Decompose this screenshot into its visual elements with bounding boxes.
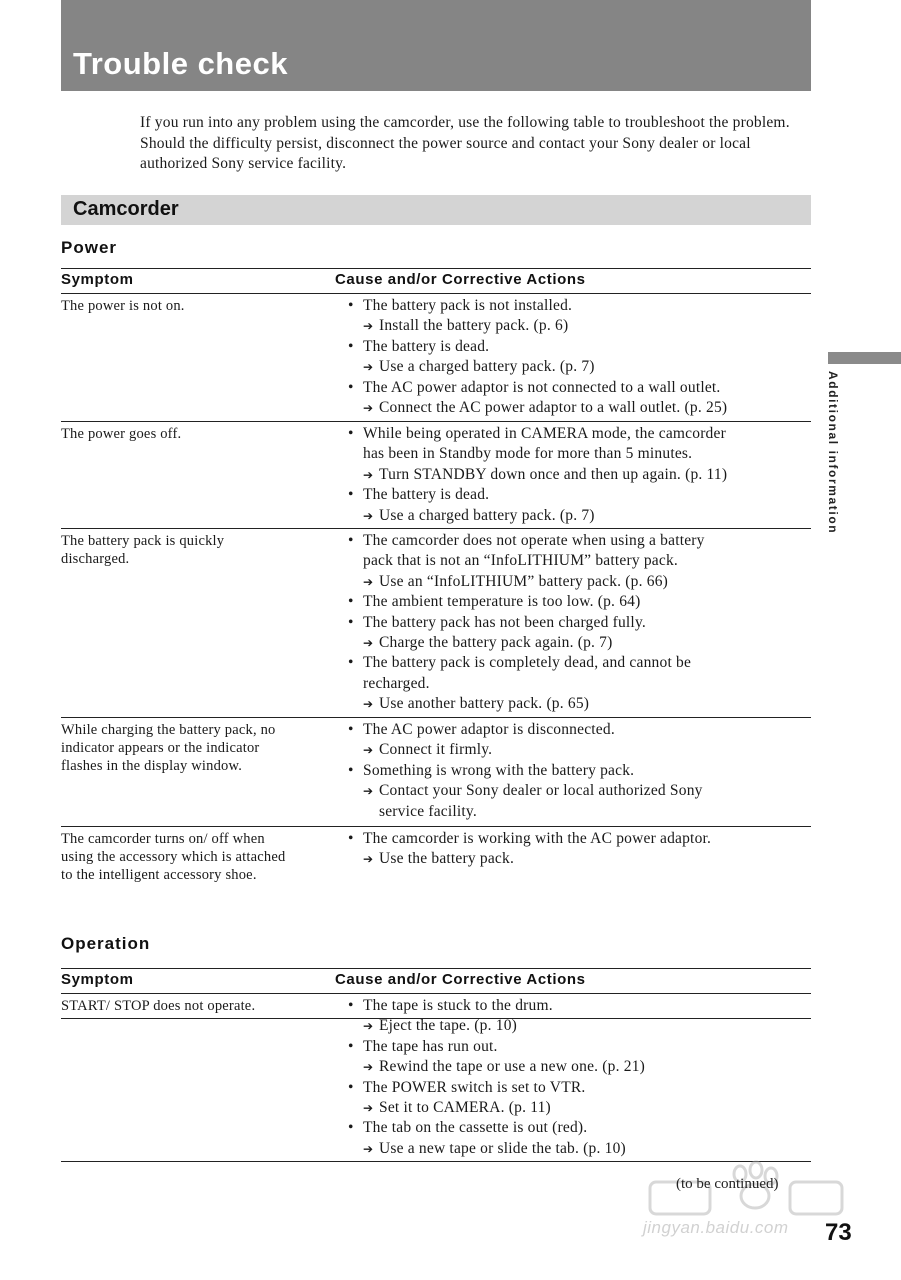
cause-cell (346, 720, 811, 822)
table-row (61, 718, 811, 827)
line-text: The tape is stuck to the drum. (363, 997, 553, 1014)
bullet-icon: • (348, 593, 354, 611)
line-text: The POWER switch is set to VTR. (363, 1078, 586, 1096)
line-text: Use a charged battery pack. (p. 7) (379, 358, 595, 376)
arrow-right-icon: ➔ (363, 697, 374, 712)
corrective-action (346, 398, 811, 418)
symptom-cell (61, 830, 326, 885)
line-text: The battery is dead. (363, 486, 490, 504)
watermark-text: jingyan.baidu.com (643, 1218, 789, 1237)
side-tab-marker (828, 352, 901, 364)
bullet-icon: • (348, 532, 354, 549)
continuation-line (346, 802, 811, 822)
line-text: The AC power adaptor is disconnected. (363, 721, 615, 738)
line-text: Use another battery pack. (p. 65) (379, 695, 590, 713)
bullet-icon: • (348, 378, 354, 396)
cause-bullet (346, 1037, 811, 1057)
table-row (61, 529, 811, 718)
line-text: Install the battery pack. (p. 6) (379, 317, 569, 335)
arrow-right-icon: ➔ (363, 743, 374, 758)
line-text: The tape has run out. (363, 1037, 498, 1055)
symptom-line: discharged. (61, 551, 130, 568)
cause-bullet (346, 296, 811, 316)
title-banner (61, 0, 811, 91)
line-text: service facility. (379, 802, 477, 820)
cause-bullet (346, 424, 811, 444)
bullet-icon: • (348, 337, 354, 355)
corrective-action (346, 740, 811, 760)
cause-bullet (346, 378, 811, 398)
watermark-logo (640, 1160, 850, 1240)
line-text: Something is wrong with the battery pack. (363, 761, 635, 779)
line-text: Set it to CAMERA. (p. 11) (379, 1099, 551, 1117)
line-text: Eject the tape. (p. 10) (379, 1017, 518, 1035)
symptom-cell (61, 425, 326, 443)
corrective-action (346, 1098, 811, 1118)
cause-bullet (346, 996, 811, 1016)
bullet-icon: • (348, 1078, 354, 1096)
cause-bullet (346, 531, 811, 551)
cause-cell (346, 531, 811, 715)
arrow-right-icon: ➔ (363, 1141, 374, 1156)
symptom-line: START/ STOP does not operate. (61, 998, 256, 1014)
cause-cell (346, 424, 811, 526)
line-text: pack that is not an “InfoLITHIUM” battery pack. (363, 552, 678, 570)
line-text: recharged. (363, 674, 430, 692)
arrow-right-icon: ➔ (363, 1060, 374, 1075)
line-text: The battery pack is completely dead, and cannot be (363, 654, 692, 672)
line-text: Charge the battery pack again. (p. 7) (379, 634, 613, 652)
arrow-right-icon: ➔ (363, 852, 374, 867)
symptom-line: flashes in the display window. (61, 758, 243, 775)
line-text: The battery pack has not been charged fully. (363, 613, 646, 631)
corrective-action (346, 357, 811, 377)
corrective-action (346, 849, 811, 869)
bullet-icon: • (348, 486, 354, 504)
symptom-header: Symptom (61, 271, 134, 288)
bullet-icon: • (348, 721, 354, 738)
arrow-right-icon: ➔ (363, 508, 374, 523)
symptom-line: The battery pack is quickly (61, 533, 225, 549)
line-text: The ambient temperature is too low. (p. 64) (363, 593, 641, 611)
corrective-action (346, 1016, 811, 1036)
cause-bullet (346, 761, 811, 781)
corrective-action (346, 506, 811, 526)
intro-paragraph: If you run into any problem using the camcorder, use the following table to troubleshoot the problem. Should the difficulty persist, disconnect the power source and contact your Sony dealer or local authorized Sony service facility. (140, 114, 790, 172)
symptom-cell (61, 721, 326, 776)
cause-cell (346, 296, 811, 418)
cause-bullet (346, 720, 811, 740)
line-text: Use a charged battery pack. (p. 7) (379, 506, 595, 524)
page-number: 73 (825, 1219, 852, 1246)
symptom-line: indicator appears or the indicator (61, 740, 260, 757)
table-row (61, 294, 811, 422)
line-text: The tab on the cassette is out (red). (363, 1119, 588, 1137)
cause-bullet (346, 613, 811, 633)
line-text: The battery is dead. (363, 337, 490, 355)
bullet-icon: • (348, 297, 354, 314)
cause-cell (346, 829, 811, 870)
bullet-icon: • (348, 425, 354, 442)
bullet-icon: • (348, 1119, 354, 1137)
table-row (61, 994, 811, 1162)
line-text: The camcorder is working with the AC power adaptor. (363, 830, 712, 847)
side-label: Additional information (826, 371, 840, 535)
arrow-right-icon: ➔ (363, 574, 374, 589)
cause-header: Cause and/or Corrective Actions (335, 971, 586, 988)
bullet-icon: • (348, 830, 354, 847)
page-title: Trouble check (73, 46, 288, 81)
cause-bullet (346, 653, 811, 673)
symptom-line: using the accessory which is attached (61, 849, 286, 866)
cause-bullet (346, 592, 811, 612)
bullet-icon: • (348, 613, 354, 631)
cause-header: Cause and/or Corrective Actions (335, 271, 586, 288)
corrective-action (346, 694, 811, 714)
symptom-line: The power goes off. (61, 426, 182, 442)
cause-bullet (346, 1118, 811, 1138)
arrow-right-icon: ➔ (363, 1019, 374, 1034)
line-text: The AC power adaptor is not connected to a wall outlet. (363, 378, 721, 396)
line-text: While being operated in CAMERA mode, the camcorder (363, 425, 726, 442)
corrective-action (346, 572, 811, 592)
cause-bullet (346, 1078, 811, 1098)
arrow-right-icon: ➔ (363, 319, 374, 334)
bullet-icon: • (348, 1037, 354, 1055)
table-row (61, 422, 811, 529)
cause-bullet (346, 485, 811, 505)
line-text: Connect the AC power adaptor to a wall outlet. (p. 25) (379, 399, 728, 417)
corrective-action (346, 1057, 811, 1077)
arrow-right-icon: ➔ (363, 784, 374, 799)
corrective-action (346, 1139, 811, 1159)
arrow-right-icon: ➔ (363, 467, 374, 482)
operation-table-header (61, 968, 811, 994)
line-text: Contact your Sony dealer or local authorized Sony (379, 782, 703, 800)
line-text: The battery pack is not installed. (363, 297, 573, 314)
corrective-action (346, 781, 811, 801)
arrow-right-icon: ➔ (363, 360, 374, 375)
power-table-header (61, 268, 811, 294)
line-text: Connect it firmly. (379, 741, 493, 759)
line-text: The camcorder does not operate when using a battery (363, 532, 705, 549)
cause-bullet (346, 829, 811, 849)
symptom-line: The camcorder turns on/ off when (61, 831, 265, 847)
continued-note: (to be continued) (676, 1176, 779, 1192)
symptom-cell (61, 997, 326, 1015)
bullet-icon: • (348, 761, 354, 779)
section-title: Camcorder (73, 198, 179, 220)
section-bar (61, 195, 811, 225)
symptom-cell (61, 297, 326, 315)
cause-bullet (346, 337, 811, 357)
continuation-line (346, 674, 811, 694)
symptom-line: While charging the battery pack, no (61, 722, 276, 738)
corrective-action (346, 465, 811, 485)
bullet-icon: • (348, 654, 354, 672)
bullet-icon: • (348, 997, 354, 1014)
corrective-action (346, 316, 811, 336)
arrow-right-icon: ➔ (363, 401, 374, 416)
symptom-header: Symptom (61, 971, 134, 988)
line-text: Rewind the tape or use a new one. (p. 21) (379, 1058, 646, 1076)
line-text: Use an “InfoLITHIUM” battery pack. (p. 66) (379, 572, 669, 590)
arrow-right-icon: ➔ (363, 636, 374, 651)
operation-heading: Operation (61, 934, 151, 953)
power-heading: Power (61, 238, 118, 257)
arrow-right-icon: ➔ (363, 1101, 374, 1116)
operation-table (61, 968, 811, 1162)
symptom-line: to the intelligent accessory shoe. (61, 867, 257, 884)
line-text: Use the battery pack. (379, 850, 515, 868)
continuation-line (346, 551, 811, 571)
line-text: has been in Standby mode for more than 5 minutes. (363, 445, 693, 463)
symptom-cell (61, 532, 326, 568)
symptom-line: The power is not on. (61, 298, 185, 314)
line-text: Turn STANDBY down once and then up again. (p. 11) (379, 465, 728, 483)
corrective-action (346, 633, 811, 653)
power-table (61, 268, 811, 1019)
cause-cell (346, 996, 811, 1159)
line-text: Use a new tape or slide the tab. (p. 10) (379, 1139, 626, 1157)
continuation-line (346, 444, 811, 464)
